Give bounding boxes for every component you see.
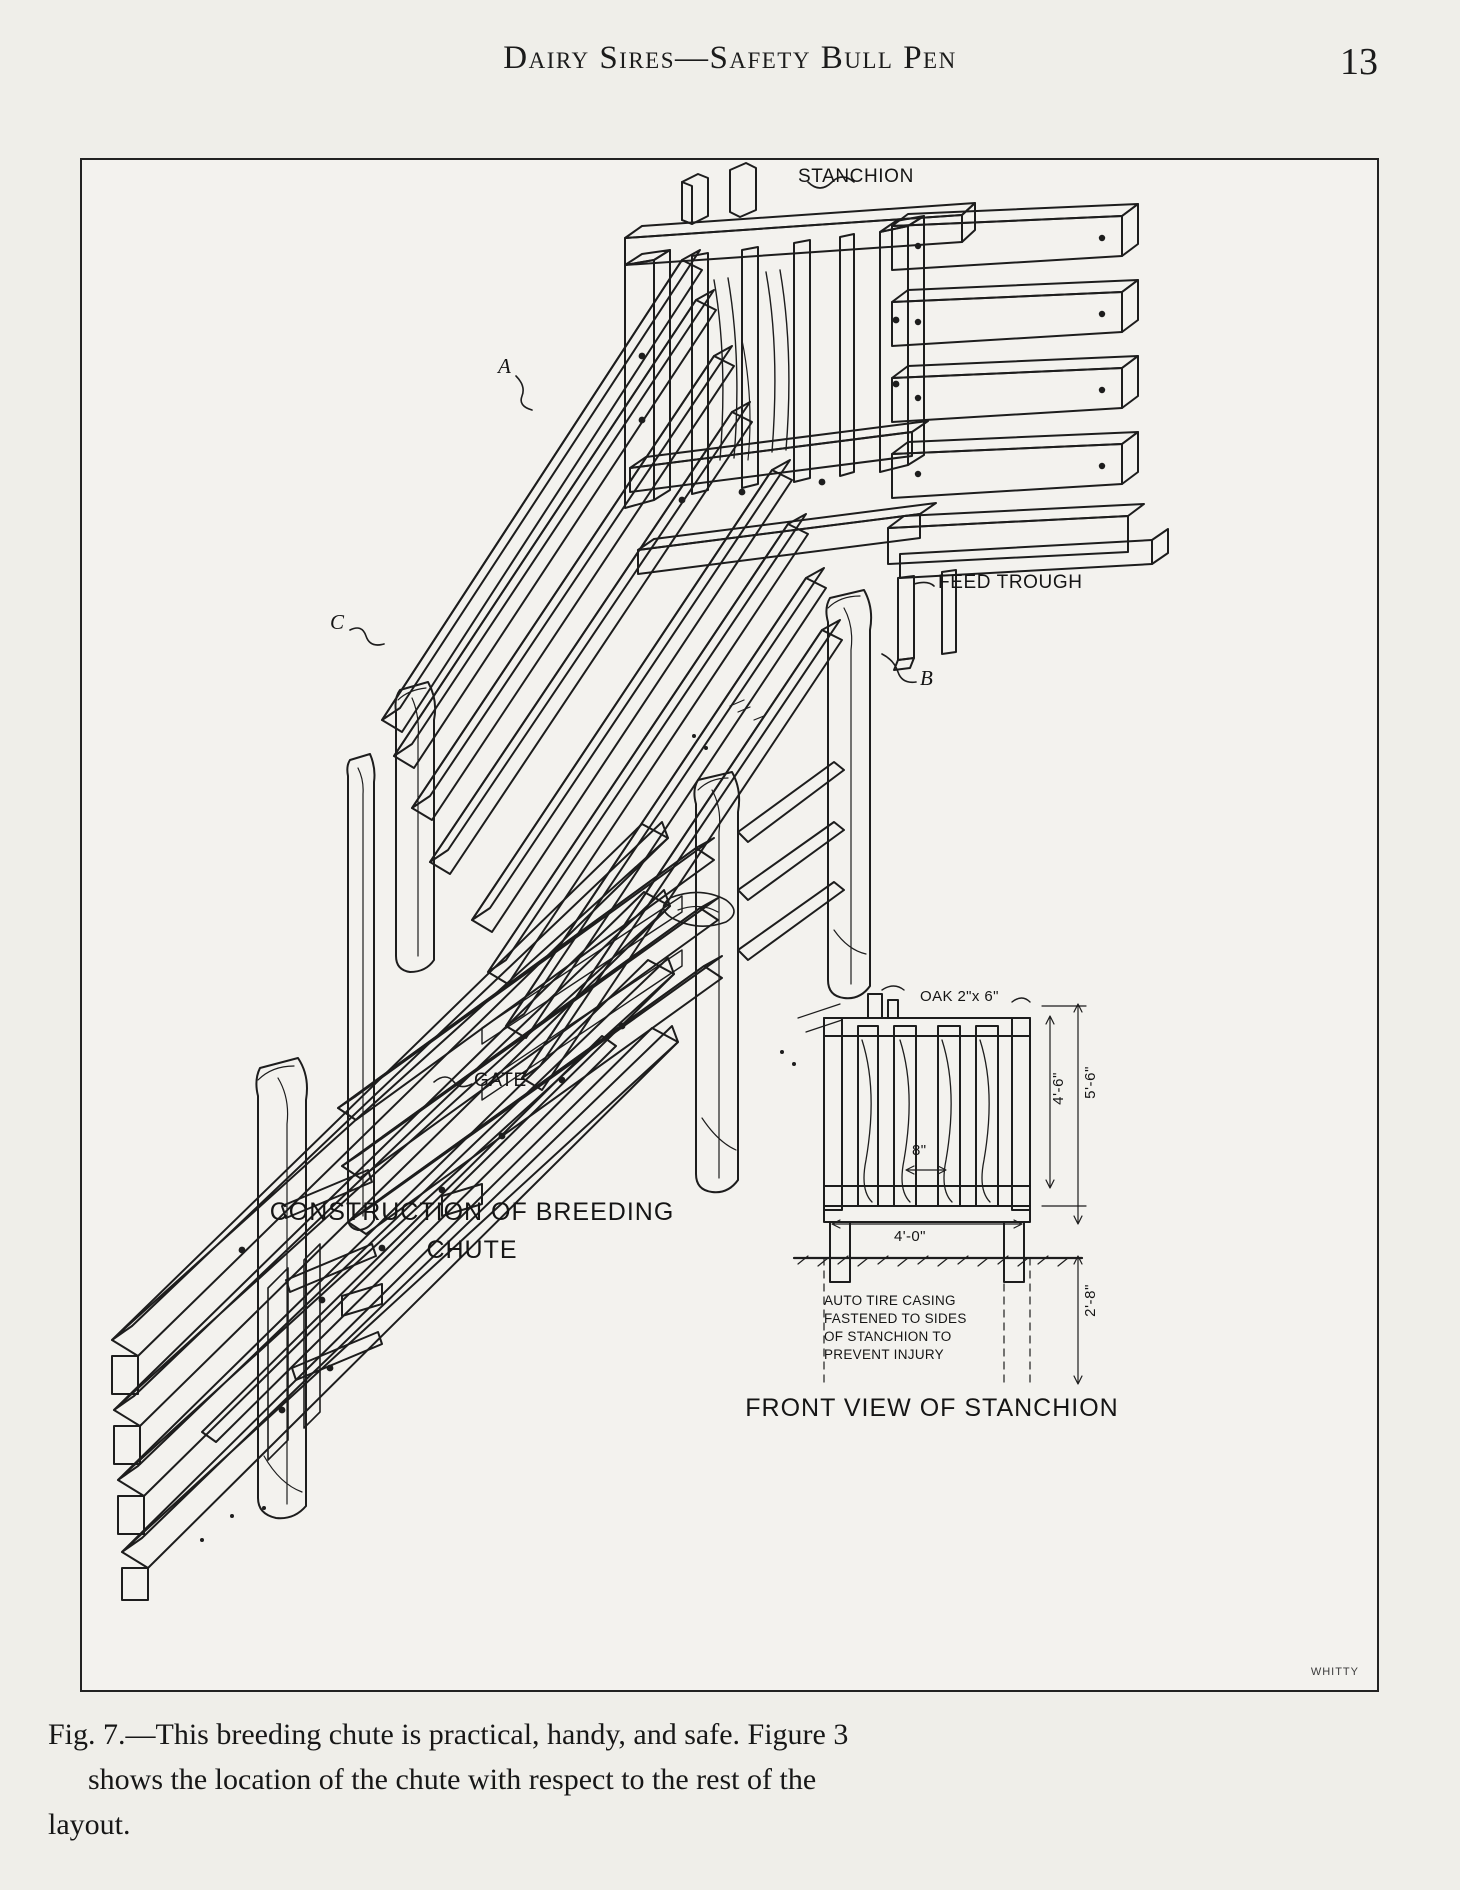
caption-line-2: shows the location of the chute with respect to the rest of the bbox=[88, 1763, 817, 1796]
dimension-4ft6: 4'-6" bbox=[1050, 1072, 1067, 1105]
note-line-4: PREVENT INJURY bbox=[824, 1347, 944, 1362]
label-gate: GATE bbox=[474, 1070, 527, 1091]
label-stanchion: STANCHION bbox=[798, 166, 914, 187]
label-feed-trough: FEED TROUGH bbox=[938, 572, 1083, 593]
caption-line-3: layout. bbox=[48, 1808, 131, 1841]
figure-caption bbox=[48, 1712, 1418, 1847]
dimension-8in: 8" bbox=[912, 1142, 927, 1159]
figure-main-title-line2: CHUTE bbox=[426, 1236, 518, 1264]
dimension-4ft0: 4'-0" bbox=[894, 1228, 926, 1245]
dimension-5ft6: 5'-6" bbox=[1082, 1066, 1099, 1099]
figure-7-illustration bbox=[80, 158, 1379, 1692]
running-title: Dairy Sires—Safety Bull Pen bbox=[503, 40, 957, 76]
label-marker-c: C bbox=[330, 610, 345, 634]
label-marker-b: B bbox=[920, 666, 934, 690]
note-line-2: FASTENED TO SIDES bbox=[824, 1311, 967, 1326]
dimension-2ft8: 2'-8" bbox=[1082, 1284, 1099, 1317]
label-marker-a: A bbox=[498, 354, 512, 378]
artist-signature: WHITTY bbox=[1310, 1666, 1359, 1678]
page-header bbox=[0, 40, 1460, 100]
page-number: 13 bbox=[1340, 41, 1378, 83]
breeding-chute-line-drawing bbox=[82, 160, 1377, 1690]
caption-line-1: Fig. 7.—This breeding chute is practical, handy, and safe. Figure 3 bbox=[48, 1718, 849, 1751]
note-line-3: OF STANCHION TO bbox=[824, 1329, 952, 1344]
figure-main-title-line1: CONSTRUCTION OF BREEDING bbox=[269, 1198, 675, 1226]
label-oak-2x6: OAK 2"x 6" bbox=[920, 988, 999, 1005]
note-auto-tire-casing bbox=[824, 1292, 1034, 1364]
note-line-1: AUTO TIRE CASING bbox=[824, 1293, 956, 1308]
detail-title-front-view: FRONT VIEW OF STANCHION bbox=[745, 1394, 1119, 1422]
